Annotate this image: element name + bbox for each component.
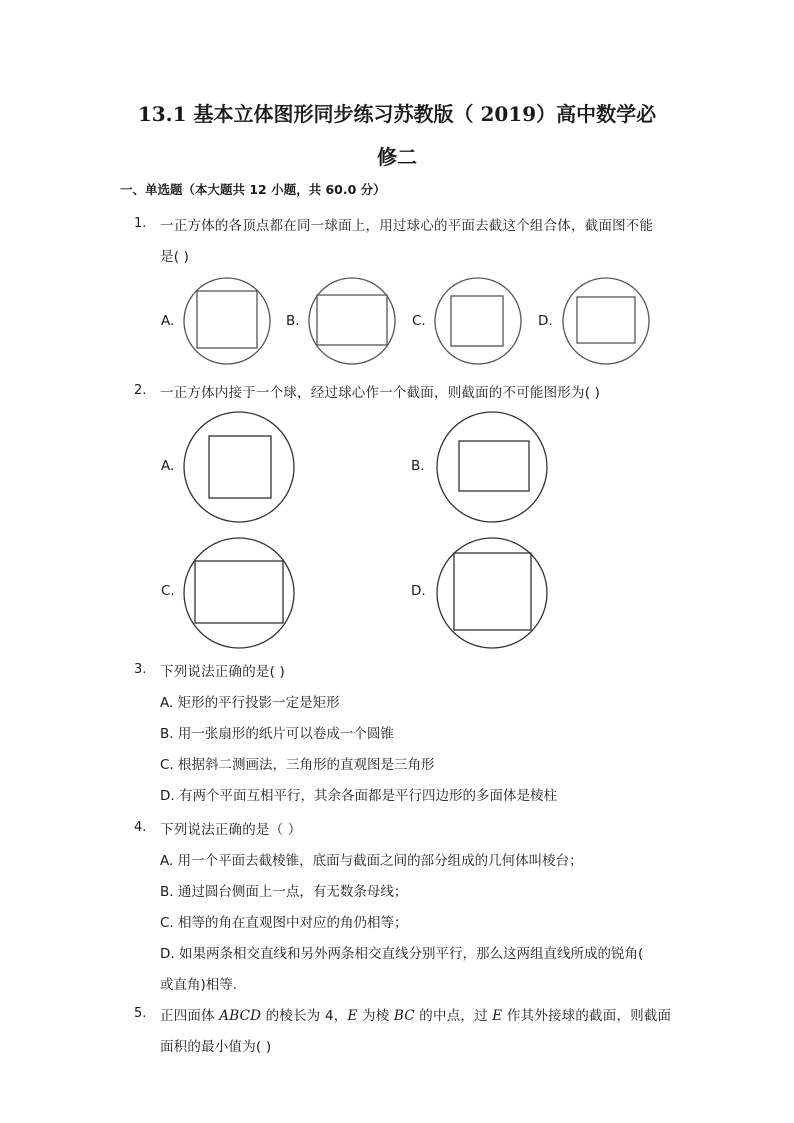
- q1-option-d-label: D.: [538, 313, 553, 329]
- q2-stem: 一正方体内接于一个球，经过球心作一个截面，则截面的不可能图形为( ): [160, 385, 601, 401]
- page-title-line1: 13.1 基本立体图形同步练习苏教版（ 2019）高中数学必: [137, 102, 657, 126]
- q1-option-a-figure: [182, 276, 272, 366]
- q2-option-a-figure: [182, 410, 296, 524]
- q2-option-b-figure: [435, 410, 549, 524]
- q5-var-e: E: [347, 1008, 358, 1024]
- sphere-circle: [437, 412, 547, 522]
- rectangle-section: [459, 441, 529, 491]
- q5-var-e2: E: [492, 1008, 503, 1024]
- q2-option-b-label: B.: [411, 458, 425, 474]
- sphere-circle: [309, 278, 395, 364]
- q2-number: 2.: [134, 383, 147, 398]
- rectangle-section: [577, 297, 635, 343]
- q1-option-b-figure: [307, 276, 397, 366]
- q3-option-b: B. 用一张扇形的纸片可以卷成一个圆锥: [160, 726, 394, 742]
- q5-text-1: 正四面体: [160, 1008, 220, 1024]
- q3-option-d: D. 有两个平面互相平行，其余各面都是平行四边形的多面体是棱柱: [160, 788, 557, 804]
- q5-text-2: 的棱长为 4，: [261, 1008, 348, 1024]
- q4-option-b: B. 通过圆台侧面上一点，有无数条母线；: [160, 884, 408, 900]
- q3-option-c: C. 根据斜二测画法，三角形的直观图是三角形: [160, 757, 435, 773]
- sphere-circle: [184, 538, 294, 648]
- q4-option-d-line2: 或直角)相等．: [160, 977, 247, 993]
- q5-text-4: 的中点，过: [414, 1008, 493, 1024]
- q5-text-5: 作其外接球的截面，则截面: [502, 1008, 672, 1024]
- square-section: [209, 436, 271, 498]
- sphere-circle: [563, 278, 649, 364]
- square-section: [197, 291, 257, 348]
- sphere-circle: [435, 278, 521, 364]
- q5-text-3: 为棱: [357, 1008, 394, 1024]
- q1-stem-line2: 是( ): [160, 249, 190, 265]
- q2-option-d-label: D.: [411, 583, 426, 599]
- q1-option-a-label: A.: [161, 313, 175, 329]
- q5-number: 5.: [134, 1006, 147, 1021]
- q1-option-c-figure: [433, 276, 523, 366]
- rectangle-section: [317, 295, 387, 345]
- q2-option-d-figure: [435, 536, 549, 650]
- q2-option-c-figure: [182, 536, 296, 650]
- q4-number: 4.: [134, 820, 147, 835]
- q5-stem-line1: [160, 1004, 671, 1024]
- q5-stem-line2: 面积的最小值为( ): [160, 1039, 272, 1055]
- square-section: [451, 296, 503, 346]
- q2-option-a-label: A.: [161, 458, 175, 474]
- q2-option-c-label: C.: [161, 583, 175, 599]
- q5-var-abcd: ABCD: [219, 1008, 262, 1024]
- q4-option-c: C. 相等的角在直观图中对应的角仍相等；: [160, 915, 408, 931]
- q3-option-a: A. 矩形的平行投影一定是矩形: [160, 695, 340, 711]
- q4-option-a: A. 用一个平面去截棱锥，底面与截面之间的部分组成的几何体叫棱台；: [160, 853, 583, 869]
- q4-stem: 下列说法正确的是（ ）: [160, 822, 302, 838]
- page-title-line2: 修二: [377, 145, 417, 169]
- q1-option-d-figure: [561, 276, 651, 366]
- q5-var-bc: BC: [393, 1008, 415, 1024]
- section-heading: 一、单选题（本大题共 12 小题，共 60.0 分）: [120, 182, 386, 197]
- q3-number: 3.: [134, 662, 147, 677]
- q1-option-c-label: C.: [412, 313, 426, 329]
- sphere-circle: [184, 412, 294, 522]
- q1-option-b-label: B.: [286, 313, 300, 329]
- q4-option-d-line1: D. 如果两条相交直线和另外两条相交直线分别平行，那么这两组直线所成的锐角(: [160, 946, 644, 962]
- rectangle-section: [195, 561, 283, 623]
- square-section: [454, 553, 531, 630]
- q3-stem: 下列说法正确的是( ): [160, 664, 286, 680]
- q1-stem-line1: 一正方体的各顶点都在同一球面上，用过球心的平面去截这个组合体，截面图不能: [160, 218, 654, 234]
- q1-number: 1.: [134, 216, 147, 231]
